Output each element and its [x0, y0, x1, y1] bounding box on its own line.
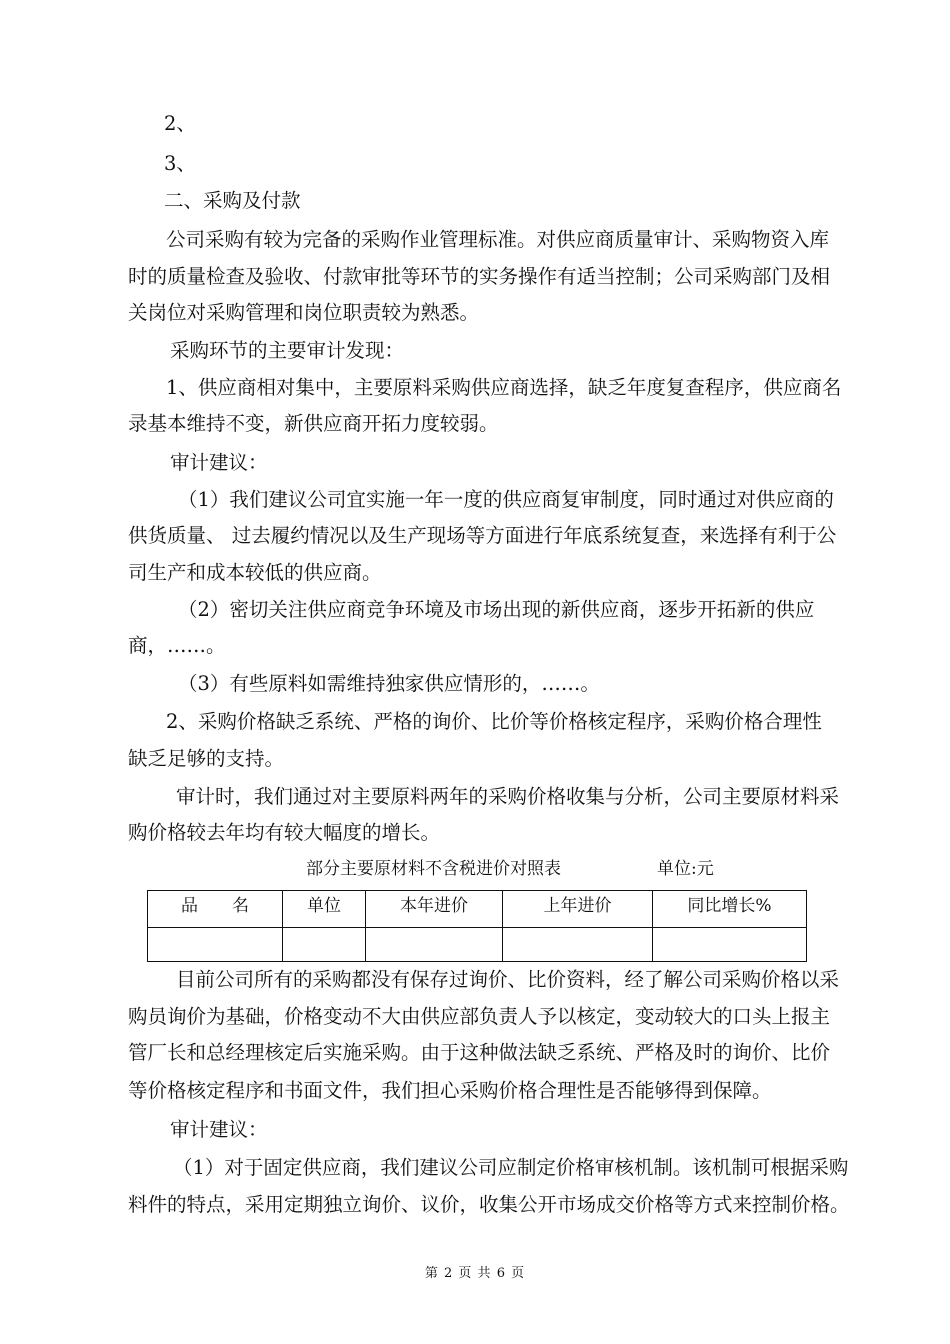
section-heading: 二、采购及付款 [164, 189, 301, 212]
paragraph-line: 购价格较去年均有较大幅度的增长。 [128, 821, 441, 844]
audit-suggestion-heading: 审计建议： [170, 1118, 268, 1141]
table-cell [366, 928, 503, 962]
header-cell: 本年进价 [366, 891, 503, 928]
paragraph-line: 时的质量检查及验收、付款审批等环节的实务操作有适当控制；公司采购部门及相 [128, 265, 831, 288]
table-cell [148, 928, 283, 962]
table-unit: 单位:元 [657, 859, 714, 879]
table-cell [653, 928, 807, 962]
table-caption: 部分主要原材料不含税进价对照表 [306, 859, 561, 879]
suggestion-line: （2）密切关注供应商竞争环境及市场出现的新供应商，逐步开拓新的供应 [178, 598, 815, 621]
table-row [148, 928, 807, 962]
suggestion-line: （3）有些原料如需维持独家供应情形的，……。 [178, 672, 600, 695]
suggestion-line: （1）对于固定供应商，我们建议公司应制定价格审核机制。该机制可根据采购 [173, 1156, 849, 1179]
header-cell: 上年进价 [503, 891, 653, 928]
paragraph-line: 审计时，我们通过对主要原料两年的采购价格收集与分析，公司主要原材料采 [176, 785, 840, 808]
finding-line: 1、供应商相对集中，主要原料采购供应商选择，缺乏年度复查程序，供应商名 [166, 376, 842, 399]
suggestion-line: （1）我们建议公司宜实施一年一度的供应商复审制度，同时通过对供应商的 [178, 488, 834, 511]
paragraph-line: 公司采购有较为完备的采购作业管理标准。对供应商质量审计、采购物资入库 [166, 228, 830, 251]
table-header-row [148, 891, 807, 928]
item-2: 2、 [164, 112, 196, 135]
header-cell: 品 名 [148, 891, 283, 928]
paragraph-line: 管厂长和总经理核定后实施采购。由于这种做法缺乏系统、严格及时的询价、比价 [128, 1041, 831, 1064]
paragraph-line: 目前公司所有的采购都没有保存过询价、比价资料，经了解公司采购价格以采 [176, 968, 840, 991]
paragraph-line: 关岗位对采购管理和岗位职责较为熟悉。 [128, 301, 480, 324]
audit-suggestion-heading: 审计建议： [170, 451, 268, 474]
table-cell [503, 928, 653, 962]
table-cell [283, 928, 366, 962]
paragraph-line: 购员询价为基础，价格变动不大由供应部负责人予以核定，变动较大的口头上报主 [128, 1005, 831, 1028]
finding-line: 录基本维持不变，新供应商开拓力度较弱。 [128, 412, 499, 435]
finding-line: 2、采购价格缺乏系统、严格的询价、比价等价格核定程序，采购价格合理性 [166, 710, 822, 733]
subheading: 采购环节的主要审计发现： [170, 339, 405, 362]
header-cell: 单位 [283, 891, 366, 928]
finding-line: 缺乏足够的支持。 [128, 747, 285, 770]
header-cell: 同比增长% [653, 891, 807, 928]
suggestion-line: 供货质量、 过去履约情况以及生产现场等方面进行年底系统复查，来选择有利于公 [128, 524, 837, 547]
item-3: 3、 [164, 152, 196, 175]
page-number-footer: 第 2 页 共 6 页 [424, 1266, 526, 1281]
price-comparison-table [147, 890, 807, 962]
paragraph-line: 等价格核定程序和书面文件，我们担心采购价格合理性是否能够得到保障。 [128, 1079, 772, 1102]
suggestion-line: 司生产和成本较低的供应商。 [128, 561, 382, 584]
suggestion-line: 商，……。 [128, 634, 226, 657]
suggestion-line: 料件的特点，采用定期独立询价、议价，收集公开市场成交价格等方式来控制价格。 [128, 1193, 850, 1216]
